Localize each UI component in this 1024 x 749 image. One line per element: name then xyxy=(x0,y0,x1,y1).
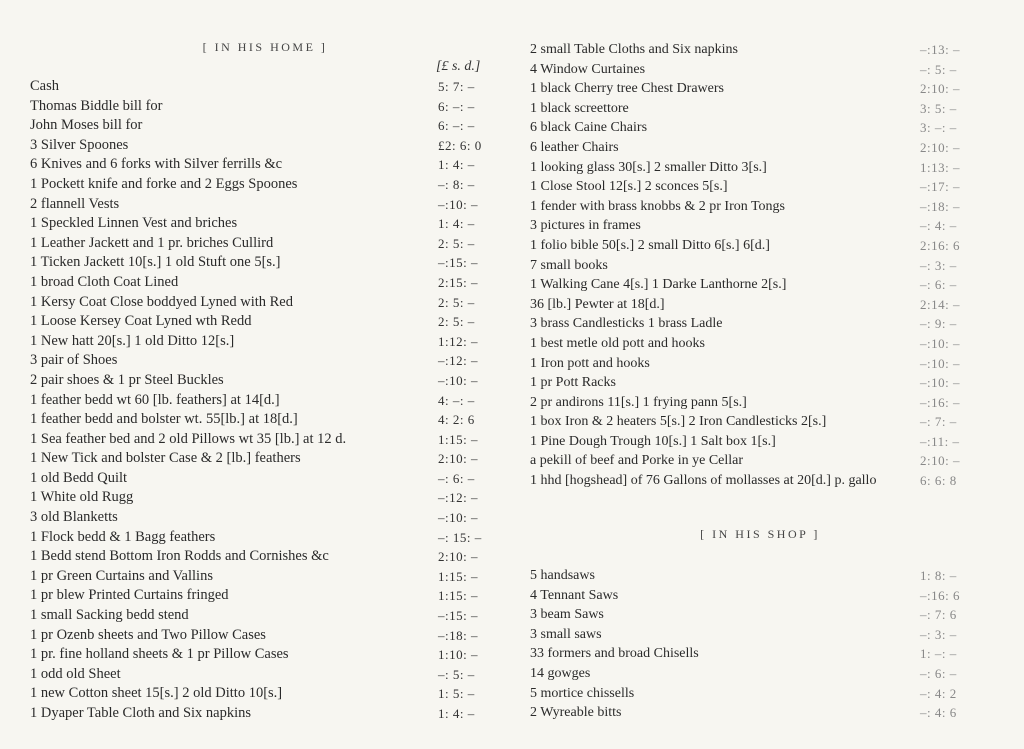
item-value: 5: 7: – xyxy=(438,79,475,94)
inventory-row xyxy=(530,138,990,158)
inventory-row xyxy=(30,449,508,469)
item-description: 1 White old Rugg xyxy=(30,489,134,506)
inventory-row xyxy=(530,79,990,99)
item-description: 2 pr andirons 11[s.] 1 frying pann 5[s.] xyxy=(530,394,747,410)
inventory-row xyxy=(30,528,508,548)
inventory-row xyxy=(30,273,508,293)
item-description: 1 fender with brass knobbs & 2 pr Iron Tongs xyxy=(530,198,786,214)
item-value: –:10: – xyxy=(438,510,478,526)
item-value: 1: –: – xyxy=(920,646,957,662)
item-description: 2 pair shoes & 1 pr Steel Buckles xyxy=(30,371,224,388)
item-description: 6 leather Chairs xyxy=(530,139,619,155)
inventory-row xyxy=(30,410,508,430)
item-description: 1 hhd [hogshead] of 76 Gallons of mollasses at 20[d.] p. gallo xyxy=(530,473,877,489)
item-description: 1 black screettore xyxy=(530,100,629,116)
item-description: 1 Pockett knife and forke and 2 Eggs Spoones xyxy=(30,175,298,192)
item-value: –:10: – xyxy=(438,196,478,212)
item-description: 1 Bedd stend Bottom Iron Rodds and Cornishes &c xyxy=(30,548,329,565)
inventory-row xyxy=(30,567,508,587)
item-description: 4 Tennant Saws xyxy=(530,587,619,603)
item-description: 1 folio bible 50[s.] 2 small Ditto 6[s.] 6[d.] xyxy=(530,237,770,253)
item-value: 2:10: – xyxy=(438,451,478,467)
item-value: 1:12: – xyxy=(438,333,478,349)
item-description: 1 black Cherry tree Chest Drawers xyxy=(530,81,724,97)
inventory-row xyxy=(30,665,508,685)
inventory-row xyxy=(530,60,990,80)
inventory-row xyxy=(530,625,990,645)
item-description: 3 brass Candlesticks 1 brass Ladle xyxy=(530,316,723,332)
inventory-row xyxy=(30,488,508,508)
inventory-row xyxy=(530,432,990,452)
item-value: 3: –: – xyxy=(920,120,957,136)
item-description: Thomas Biddle bill for xyxy=(30,97,163,114)
shop-inventory-list xyxy=(530,566,990,723)
inventory-row xyxy=(530,566,990,586)
item-description: 1 New hatt 20[s.] 1 old Ditto 12[s.] xyxy=(30,332,235,349)
inventory-row xyxy=(530,451,990,471)
inventory-row xyxy=(30,234,508,254)
item-description: 3 old Blanketts xyxy=(30,509,118,526)
inventory-row xyxy=(30,214,508,234)
item-description: 14 gowges xyxy=(530,665,591,681)
inventory-row xyxy=(530,412,990,432)
inventory-row xyxy=(530,605,990,625)
item-description: 36 [lb.] Pewter at 18[d.] xyxy=(530,296,665,312)
inventory-row xyxy=(30,547,508,567)
inventory-row xyxy=(30,684,508,704)
item-value: 2:10: – xyxy=(920,139,960,155)
item-description: 1 best metle old pott and hooks xyxy=(530,335,705,351)
item-value: 1: 8: – xyxy=(920,568,957,583)
inventory-row xyxy=(30,371,508,391)
home-inventory-list xyxy=(30,77,508,724)
item-description: 1 feather bedd and bolster wt. 55[lb.] at 18[d.] xyxy=(30,411,298,428)
item-value: 1: 4: – xyxy=(438,157,475,173)
inventory-row xyxy=(530,216,990,236)
item-value: –: 4: 6 xyxy=(920,705,957,721)
item-description: Cash xyxy=(30,78,59,94)
item-description: 2 small Table Cloths and Six napkins xyxy=(530,42,738,57)
inventory-row xyxy=(30,606,508,626)
item-description: 1 Iron pott and hooks xyxy=(530,355,650,371)
item-value: 1:15: – xyxy=(438,568,478,584)
item-value: –: 8: – xyxy=(438,176,475,192)
item-description: 1 new Cotton sheet 15[s.] 2 old Ditto 10[s.] xyxy=(30,685,283,702)
item-value: 1:15: – xyxy=(438,588,478,604)
item-value: 2:10: – xyxy=(920,81,960,97)
item-value: –: 6: – xyxy=(920,277,957,293)
item-value: –: 4: 2 xyxy=(920,685,957,701)
item-description: 3 pair of Shoes xyxy=(30,352,118,369)
inventory-row xyxy=(530,354,990,374)
item-description: John Moses bill for xyxy=(30,117,143,134)
item-value: –:12: – xyxy=(438,353,478,369)
item-description: 1 New Tick and bolster Case & 2 [lb.] feathers xyxy=(30,450,301,467)
item-value: 6: –: – xyxy=(438,118,475,134)
inventory-row xyxy=(530,158,990,178)
item-description: 5 handsaws xyxy=(530,568,595,583)
item-value: 2:16: 6 xyxy=(920,237,960,253)
inventory-row xyxy=(30,195,508,215)
item-description: 6 Knives and 6 forks with Silver ferrills &c xyxy=(30,156,283,173)
item-value: –:18: – xyxy=(920,198,960,214)
item-value: –:17: – xyxy=(920,179,960,195)
item-description: a pekill of beef and Porke in ye Cellar xyxy=(530,453,744,469)
inventory-row xyxy=(530,275,990,295)
item-description: 1 odd old Sheet xyxy=(30,665,121,682)
inventory-row xyxy=(30,312,508,332)
item-value: –:10: – xyxy=(438,372,478,388)
item-description: 4 Window Curtaines xyxy=(530,61,646,77)
shop-section-heading: [ IN HIS SHOP ] xyxy=(700,527,820,541)
item-description: 1 Close Stool 12[s.] 2 sconces 5[s.] xyxy=(530,179,728,195)
item-value: –:10: – xyxy=(920,355,960,371)
inventory-row xyxy=(530,118,990,138)
item-description: 1 Flock bedd & 1 Bagg feathers xyxy=(30,528,216,545)
item-description: 5 mortice chissells xyxy=(530,685,635,701)
item-description: 2 Wyreable bitts xyxy=(530,705,622,721)
item-value: –: 7: 6 xyxy=(920,607,957,623)
inventory-row xyxy=(530,256,990,276)
home-inventory-list-continued xyxy=(530,40,990,491)
item-value: 1: 4: – xyxy=(438,216,475,232)
inventory-row xyxy=(30,586,508,606)
item-value: 1:15: – xyxy=(438,431,478,447)
inventory-row xyxy=(30,508,508,528)
item-description: 1 pr Ozenb sheets and Two Pillow Cases xyxy=(30,626,266,643)
item-value: 2: 5: – xyxy=(438,235,475,251)
item-description: 7 small books xyxy=(530,257,608,273)
item-value: 2: 5: – xyxy=(438,294,475,310)
item-description: 3 Silver Spoones xyxy=(30,136,129,153)
item-value: –: 5: – xyxy=(920,61,957,77)
item-description: 1 old Bedd Quilt xyxy=(30,469,128,486)
inventory-row xyxy=(30,645,508,665)
item-value: –: 4: – xyxy=(920,218,957,234)
inventory-row xyxy=(30,116,508,136)
item-value: –:16: 6 xyxy=(920,587,960,603)
item-description: 1 looking glass 30[s.] 2 smaller Ditto 3[s.] xyxy=(530,159,767,175)
home-section-heading: [ IN HIS HOME ] xyxy=(202,40,328,54)
item-description: 1 pr. fine holland sheets & 1 pr Pillow Cases xyxy=(30,646,289,663)
item-description: 1 Sea feather bed and 2 old Pillows wt 35 [lb.] at 12 d. xyxy=(30,430,347,447)
inventory-row xyxy=(30,391,508,411)
inventory-row xyxy=(30,626,508,646)
item-value: –: 6: – xyxy=(438,470,475,486)
item-value: £2: 6: 0 xyxy=(438,137,482,153)
inventory-row xyxy=(30,430,508,450)
inventory-row xyxy=(530,703,990,723)
item-description: 1 Leather Jackett and 1 pr. briches Cullird xyxy=(30,234,274,251)
item-description: 1 broad Cloth Coat Lined xyxy=(30,273,179,290)
inventory-row xyxy=(30,155,508,175)
item-description: 1 Pine Dough Trough 10[s.] 1 Salt box 1[s.] xyxy=(530,433,776,449)
item-description: 1 pr Pott Racks xyxy=(530,375,616,391)
item-description: 3 small saws xyxy=(530,626,602,642)
inventory-row xyxy=(30,704,508,724)
item-value: 4: –: – xyxy=(438,392,475,408)
item-description: 1 Dyaper Table Cloth and Six napkins xyxy=(30,705,252,721)
inventory-row xyxy=(30,77,508,97)
item-value: –:10: – xyxy=(920,375,960,391)
item-description: 1 pr Green Curtains and Vallins xyxy=(30,567,213,584)
item-value: 6: –: – xyxy=(438,98,475,114)
item-value: –: 15: – xyxy=(438,529,482,545)
inventory-row xyxy=(530,295,990,315)
inventory-row xyxy=(530,334,990,354)
item-value: –:18: – xyxy=(438,627,478,643)
inventory-row xyxy=(30,97,508,117)
inventory-row xyxy=(30,175,508,195)
item-value: –:16: – xyxy=(920,394,960,410)
inventory-row xyxy=(530,471,990,491)
item-description: 3 beam Saws xyxy=(530,607,604,623)
item-value: –: 6: – xyxy=(920,665,957,681)
inventory-row xyxy=(30,351,508,371)
item-value: –: 3: – xyxy=(920,626,957,642)
inventory-row xyxy=(30,136,508,156)
item-value: 3: 5: – xyxy=(920,100,957,116)
inventory-row xyxy=(530,177,990,197)
item-description: 1 Speckled Linnen Vest and briches xyxy=(30,215,238,232)
item-value: –: 5: – xyxy=(438,666,475,682)
item-description: 1 Walking Cane 4[s.] 1 Darke Lanthorne 2[s.] xyxy=(530,277,787,293)
inventory-row xyxy=(530,314,990,334)
inventory-row xyxy=(530,40,990,60)
inventory-row xyxy=(530,684,990,704)
item-value: –:15: – xyxy=(438,608,478,624)
inventory-row xyxy=(530,644,990,664)
item-value: 2: 5: – xyxy=(438,314,475,330)
item-description: 1 Ticken Jackett 10[s.] 1 old Stuft one 5[s.] xyxy=(30,254,281,271)
item-value: –:10: – xyxy=(920,335,960,351)
item-value: 1: 5: – xyxy=(438,686,475,702)
item-value: 1: 4: – xyxy=(438,706,475,721)
inventory-row xyxy=(530,373,990,393)
item-value: –:12: – xyxy=(438,490,478,506)
inventory-row xyxy=(30,332,508,352)
item-value: –: 3: – xyxy=(920,257,957,273)
item-value: 1:13: – xyxy=(920,159,960,175)
item-description: 1 pr blew Printed Curtains fringed xyxy=(30,587,229,604)
item-value: 1:10: – xyxy=(438,647,478,663)
item-value: 6: 6: 8 xyxy=(920,473,957,489)
currency-unit-header: [£ s. d.] xyxy=(436,59,481,74)
item-value: –:15: – xyxy=(438,255,478,271)
inventory-row xyxy=(530,393,990,413)
inventory-row xyxy=(530,586,990,606)
inventory-row xyxy=(530,236,990,256)
inventory-row xyxy=(530,197,990,217)
item-value: 4: 2: 6 xyxy=(438,412,475,428)
item-description: 1 Kersy Coat Close boddyed Lyned with Red xyxy=(30,293,293,310)
item-value: –:11: – xyxy=(920,433,960,449)
inventory-row xyxy=(530,664,990,684)
item-description: 1 Loose Kersey Coat Lyned wth Redd xyxy=(30,313,252,330)
item-value: –: 7: – xyxy=(920,414,957,430)
item-description: 1 box Iron & 2 heaters 5[s.] 2 Iron Candlesticks 2[s.] xyxy=(530,414,827,430)
inventory-row xyxy=(530,99,990,119)
item-description: 2 flannell Vests xyxy=(30,195,120,212)
item-value: –:13: – xyxy=(920,42,960,57)
item-value: 2:15: – xyxy=(438,274,478,290)
item-description: 1 feather bedd wt 60 [lb. feathers] at 14[d.] xyxy=(30,391,280,408)
inventory-row xyxy=(30,469,508,489)
item-description: 6 black Caine Chairs xyxy=(530,120,648,136)
item-value: 2:14: – xyxy=(920,296,960,312)
item-description: 3 pictures in frames xyxy=(530,218,641,234)
item-value: 2:10: – xyxy=(920,453,960,469)
item-description: 1 small Sacking bedd stend xyxy=(30,607,189,624)
inventory-row xyxy=(30,253,508,273)
item-description: 33 formers and broad Chisells xyxy=(530,646,699,662)
item-value: 2:10: – xyxy=(438,549,478,565)
item-value: –: 9: – xyxy=(920,316,957,332)
inventory-row xyxy=(30,293,508,313)
